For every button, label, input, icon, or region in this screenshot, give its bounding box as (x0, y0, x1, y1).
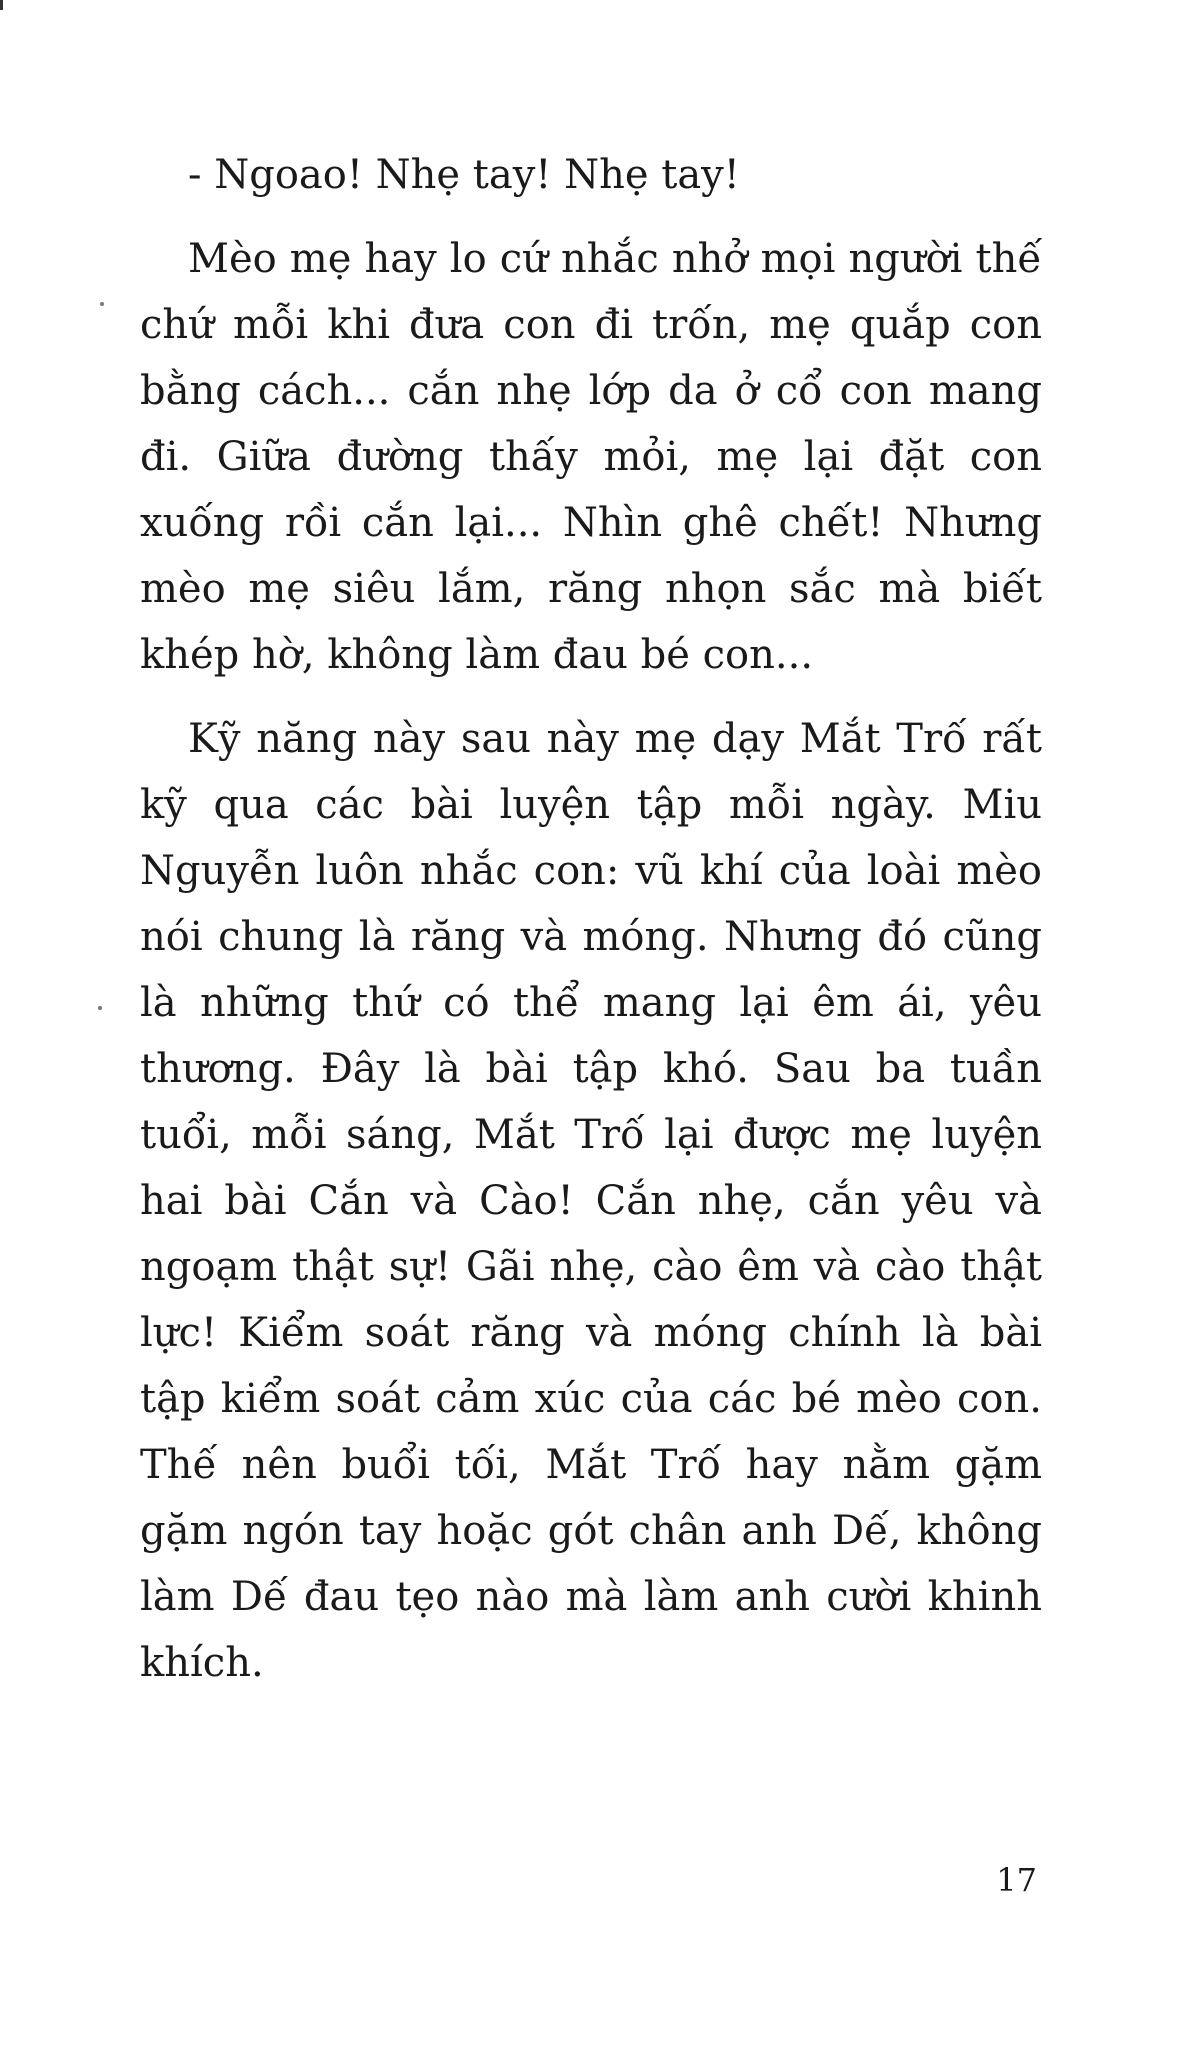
paragraph: Kỹ năng này sau này mẹ dạy Mắt Trố rất kỹ qua các bài luyện tập mỗi ngày. Miu Nguyễn luôn nhắc con: vũ khí của loài mèo nói chung là răng và móng. Nhưng đó cũng là những thứ có thể mang lại êm ái, yêu thương. Đây là bài tập khó. Sau ba tuần tuổi, mỗi sáng, Mắt Trố lại được mẹ luyện hai bài Cắn và Cào! Cắn nhẹ, cắn yêu và ngoạm thật sự! Gãi nhẹ, cào êm và cào thật lực! Kiểm soát răng và móng chính là bài tập kiểm soát cảm xúc của các bé mèo con. Thế nên buổi tối, Mắt Trố hay nằm gặm gặm ngón tay hoặc gót chân anh Dế, không làm Dế đau tẹo nào mà làm anh cười khinh khích. (140, 716, 1042, 1686)
paragraph-dialogue: - Ngoao! Nhẹ tay! Nhẹ tay! (188, 152, 740, 198)
scan-speck (98, 1006, 102, 1010)
paragraph: Mèo mẹ hay lo cứ nhắc nhở mọi người thế chứ mỗi khi đưa con đi trốn, mẹ quắp con bằng cách... cắn nhẹ lớp da ở cổ con mang đi. Giữa đường thấy mỏi, mẹ lại đặt con xuống rồi cắn lại... Nhìn ghê chết! Nhưng mèo mẹ siêu lắm, răng nhọn sắc mà biết khép hờ, không làm đau bé con... (140, 236, 1042, 678)
scan-edge-mark (0, 0, 3, 10)
body-text (140, 142, 1042, 1696)
page-number: 17 (996, 1861, 1037, 1899)
scan-speck (100, 302, 104, 306)
